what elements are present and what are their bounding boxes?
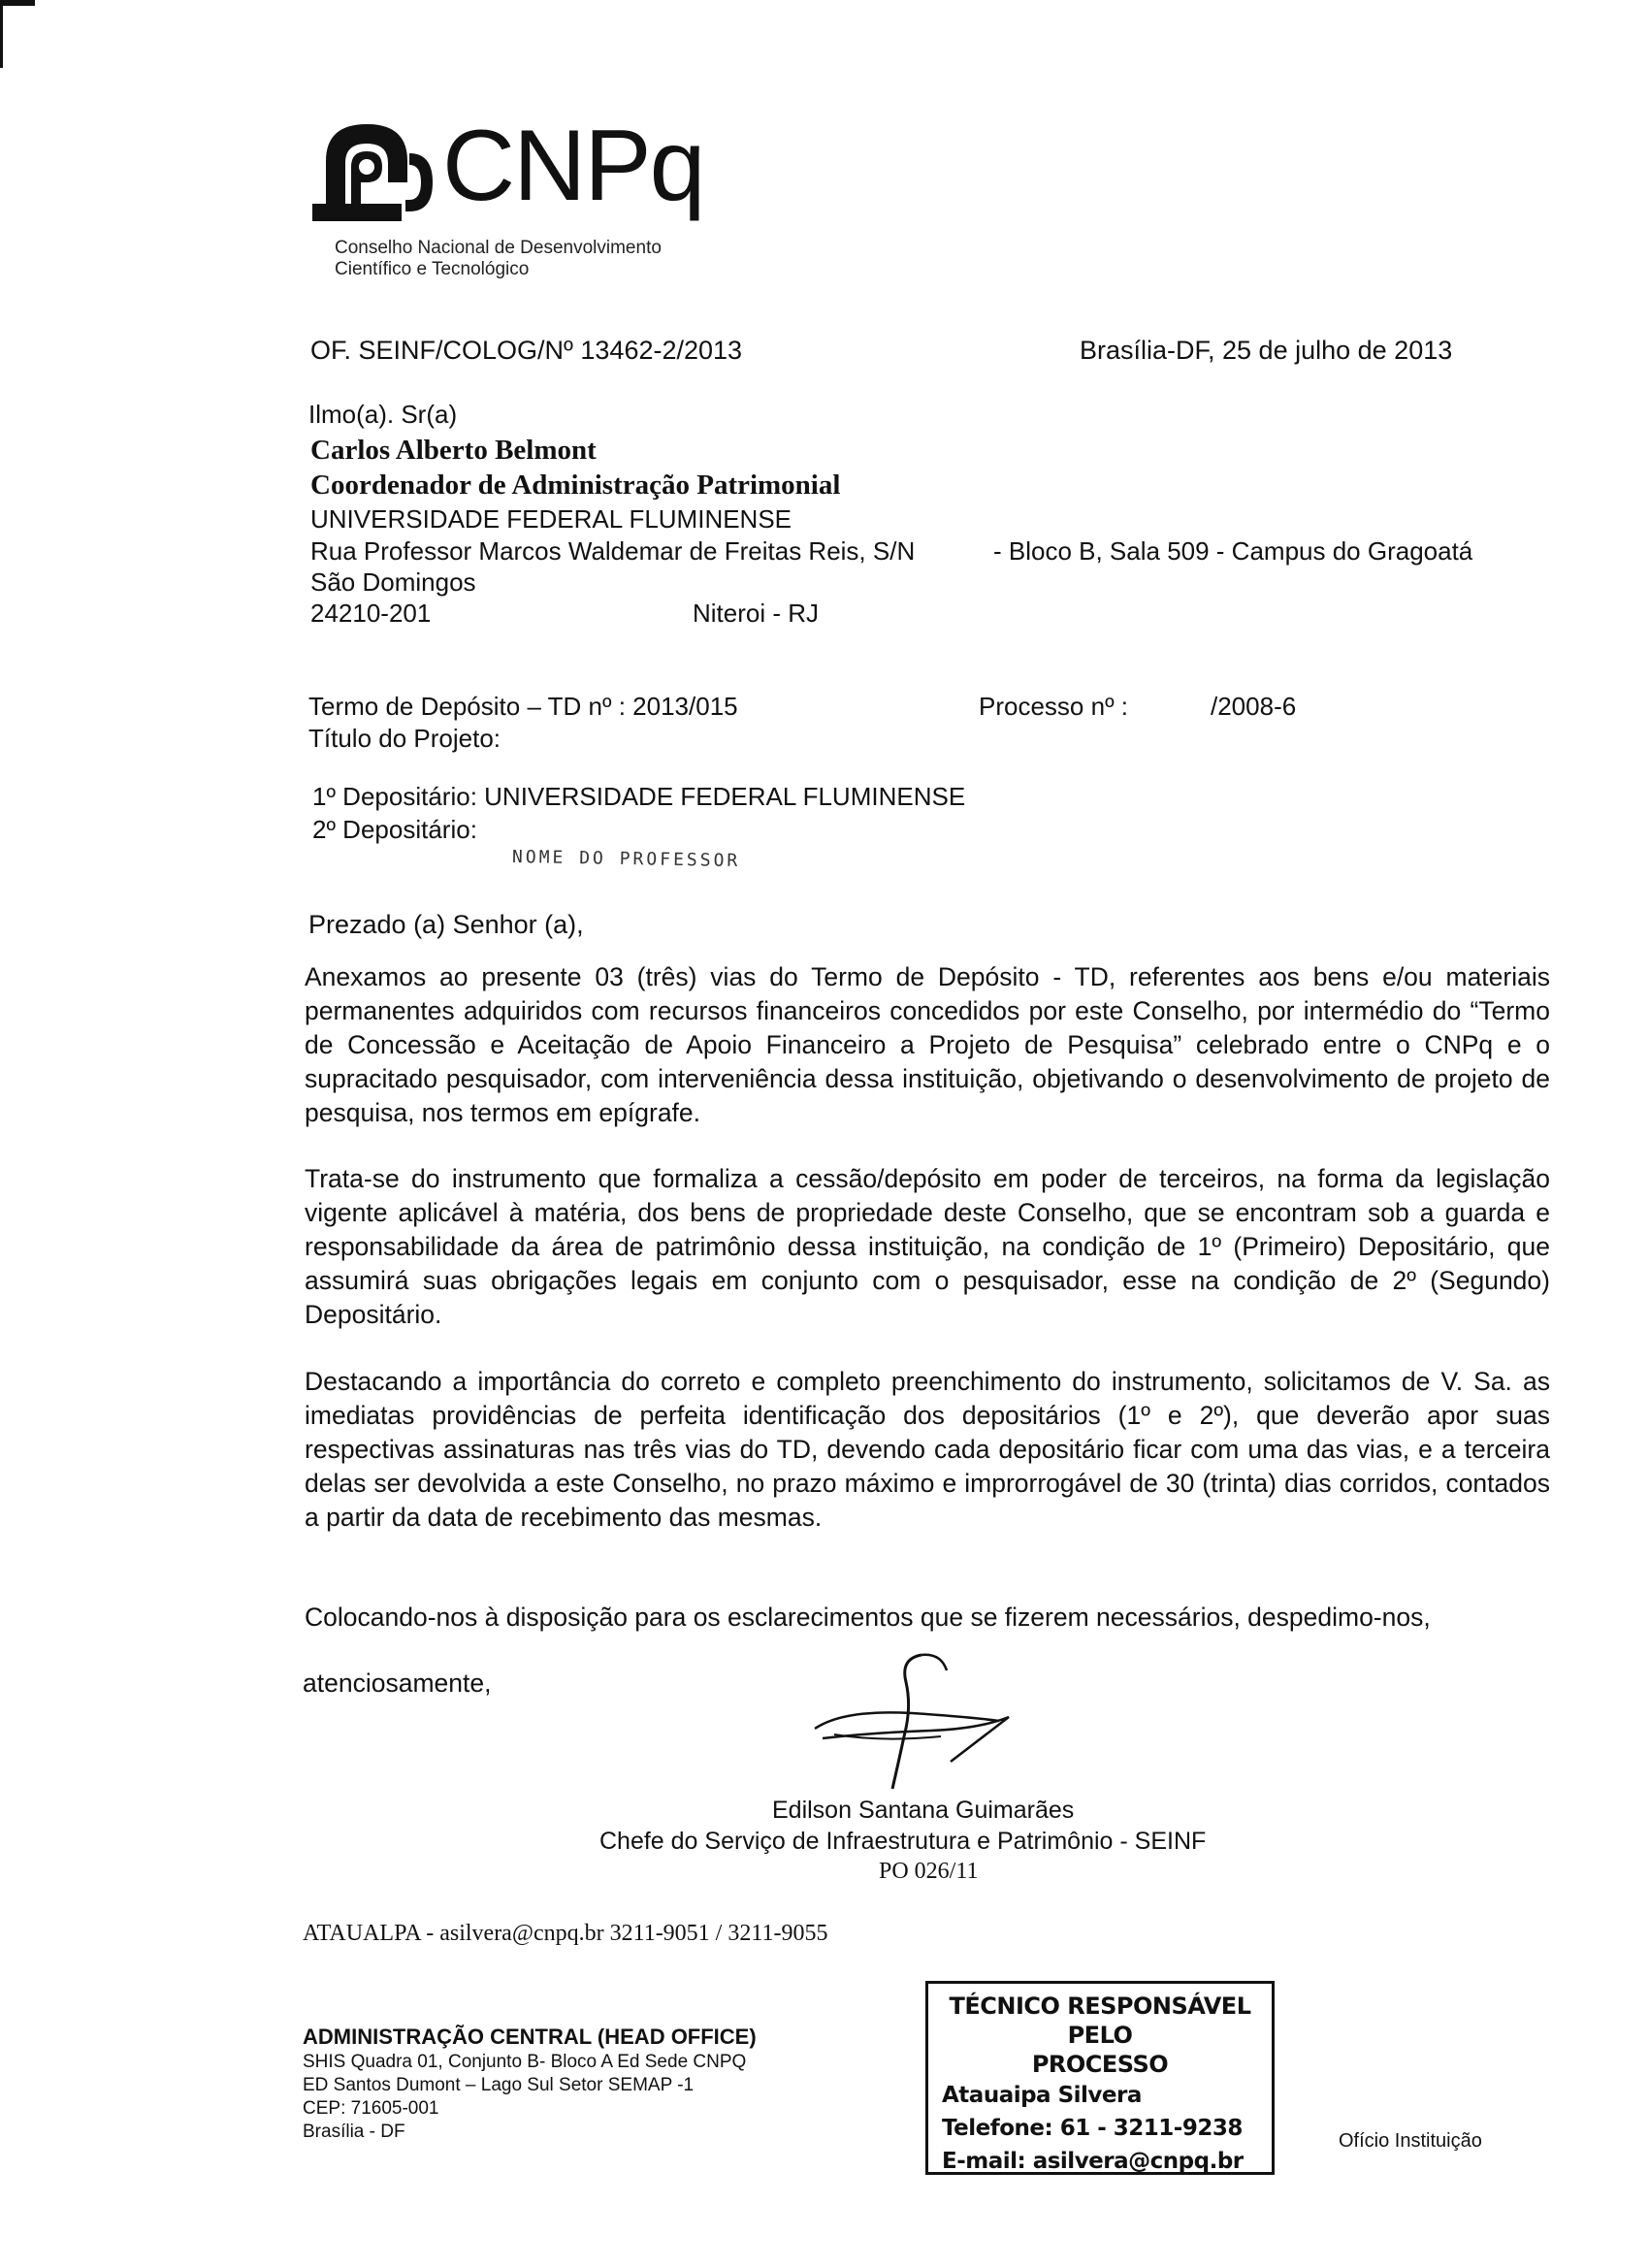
- body-paragraph-2: Trata-se do instrumento que formaliza a cessão/depósito em poder de terceiros, na forma da legislação vigente aplicável à matéria, dos bens de propriedade deste Conselho, que se encontram sob a guarda e responsabilidade da área de patrimônio dessa instituição, na condição de 1º (Primeiro) Depositário, que assumirá suas obrigações legais em conjunto com o pesquisador, esse na condição de 2º (Segundo) Depositário.: [305, 1164, 1550, 1329]
- recipient-salutation: Ilmo(a). Sr(a): [308, 400, 458, 429]
- cnpq-emblem-icon: [312, 114, 440, 223]
- scan-edge-mark: [0, 0, 3, 68]
- body-paragraph-4: Colocando-nos à disposição para os esclarecimentos que se fizerem necessários, despedimo-nos,: [305, 1603, 1431, 1632]
- place-and-date: Brasília-DF, 25 de julho de 2013: [1080, 336, 1453, 365]
- stamp-title-line2: PROCESSO: [1031, 2051, 1169, 2078]
- recipient-address-building: - Bloco B, Sala 509 - Campus do Gragoatá: [993, 536, 1473, 566]
- handwritten-signature: [805, 1649, 1028, 1795]
- stamp-name: Atauaipa Silvera: [942, 2083, 1142, 2108]
- letterhead-subtitle-line1: Conselho Nacional de Desenvolvimento: [335, 238, 662, 258]
- deposit-term-number: Termo de Depósito – TD nº : 2013/015: [308, 692, 738, 721]
- responsible-technician-stamp: [925, 1981, 1275, 2175]
- recipient-address-line1: Rua Professor Marcos Waldemar de Freitas Reis, S/N: [310, 536, 916, 566]
- process-number-label: Processo nº :: [979, 692, 1129, 721]
- handwritten-professor-note: NOME DO PROFESSOR: [511, 846, 741, 872]
- body-paragraph-1: Anexamos ao presente 03 (três) vias do Termo de Depósito - TD, referentes aos bens e/ou materiais permanentes adquiridos com recursos financeiros concedidos por este Conselho, por intermédio do “Termo de Concessão e Aceitação de Apoio Financeiro a Projeto de Pesquisa” celebrado entre o CNPq e o supracitado pesquisador, com interveniência dessa instituição, objetivando o desenvolvimento de projeto de pesquisa, nos termos em epígrafe.: [305, 962, 1550, 1127]
- project-title-label: Título do Projeto:: [308, 724, 501, 753]
- recipient-role: Coordenador de Administração Patrimonial: [310, 470, 841, 501]
- contact-note: ATAUALPA - asilvera@cnpq.br 3211-9051 / 3211-9055: [303, 1921, 828, 1946]
- stamp-title-line1: TÉCNICO RESPONSÁVEL PELO: [949, 1993, 1251, 2049]
- letterhead-subtitle-line2: Científico e Tecnológico: [335, 259, 530, 279]
- first-depositary: 1º Depositário: UNIVERSIDADE FEDERAL FLUMINENSE: [312, 782, 966, 811]
- process-number-value: /2008-6: [1211, 692, 1297, 721]
- cnpq-logo-text: CNPq: [442, 110, 704, 222]
- recipient-name: Carlos Alberto Belmont: [310, 435, 597, 466]
- recipient-city: Niteroi - RJ: [693, 599, 820, 628]
- document-reference: OF. SEINF/COLOG/Nº 13462-2/2013: [310, 336, 743, 365]
- stamp-phone: Telefone: 61 - 3211-9238: [942, 2116, 1243, 2141]
- greeting: Prezado (a) Senhor (a),: [308, 910, 584, 939]
- signatory-ordinance: PO 026/11: [879, 1859, 979, 1884]
- recipient-district: São Domingos: [310, 567, 476, 597]
- body-paragraph-3: Destacando a importância do correto e completo preenchimento do instrumento, solicitamos de V. Sa. as imediatas providências de perfeita identificação dos depositários (1º e 2º), que deverão apor suas respectivas assinaturas nas três vias do TD, devendo cada depositário ficar com uma das vias, e a terceira delas ser devolvida a este Conselho, no prazo máximo e improrrogável de 30 (trinta) dias corridos, contados a partir da data de recebimento das mesmas.: [305, 1367, 1550, 1532]
- signatory-name: Edilson Santana Guimarães: [772, 1797, 1075, 1824]
- office-label: Ofício Instituição: [1339, 2130, 1482, 2152]
- head-office-address: [303, 2024, 757, 2144]
- scan-corner-mark: [0, 0, 35, 6]
- recipient-institution: UNIVERSIDADE FEDERAL FLUMINENSE: [310, 504, 792, 534]
- head-office-line4: Brasília - DF: [303, 2122, 405, 2142]
- head-office-line2: ED Santos Dumont – Lago Sul Setor SEMAP -1: [303, 2075, 695, 2095]
- stamp-email: E-mail: asilvera@cnpq.br: [942, 2149, 1244, 2174]
- second-depositary: 2º Depositário:: [312, 815, 477, 844]
- letterhead-subtitle: [335, 238, 662, 280]
- head-office-heading: ADMINISTRAÇÃO CENTRAL (HEAD OFFICE): [303, 2025, 757, 2049]
- head-office-line3: CEP: 71605-001: [303, 2098, 439, 2119]
- closing: atenciosamente,: [303, 1669, 492, 1698]
- recipient-postal-code: 24210-201: [310, 599, 432, 628]
- signatory-title: Chefe do Serviço de Infraestrutura e Patrimônio - SEINF: [599, 1828, 1207, 1855]
- head-office-line1: SHIS Quadra 01, Conjunto B- Bloco A Ed Sede CNPQ: [303, 2052, 747, 2072]
